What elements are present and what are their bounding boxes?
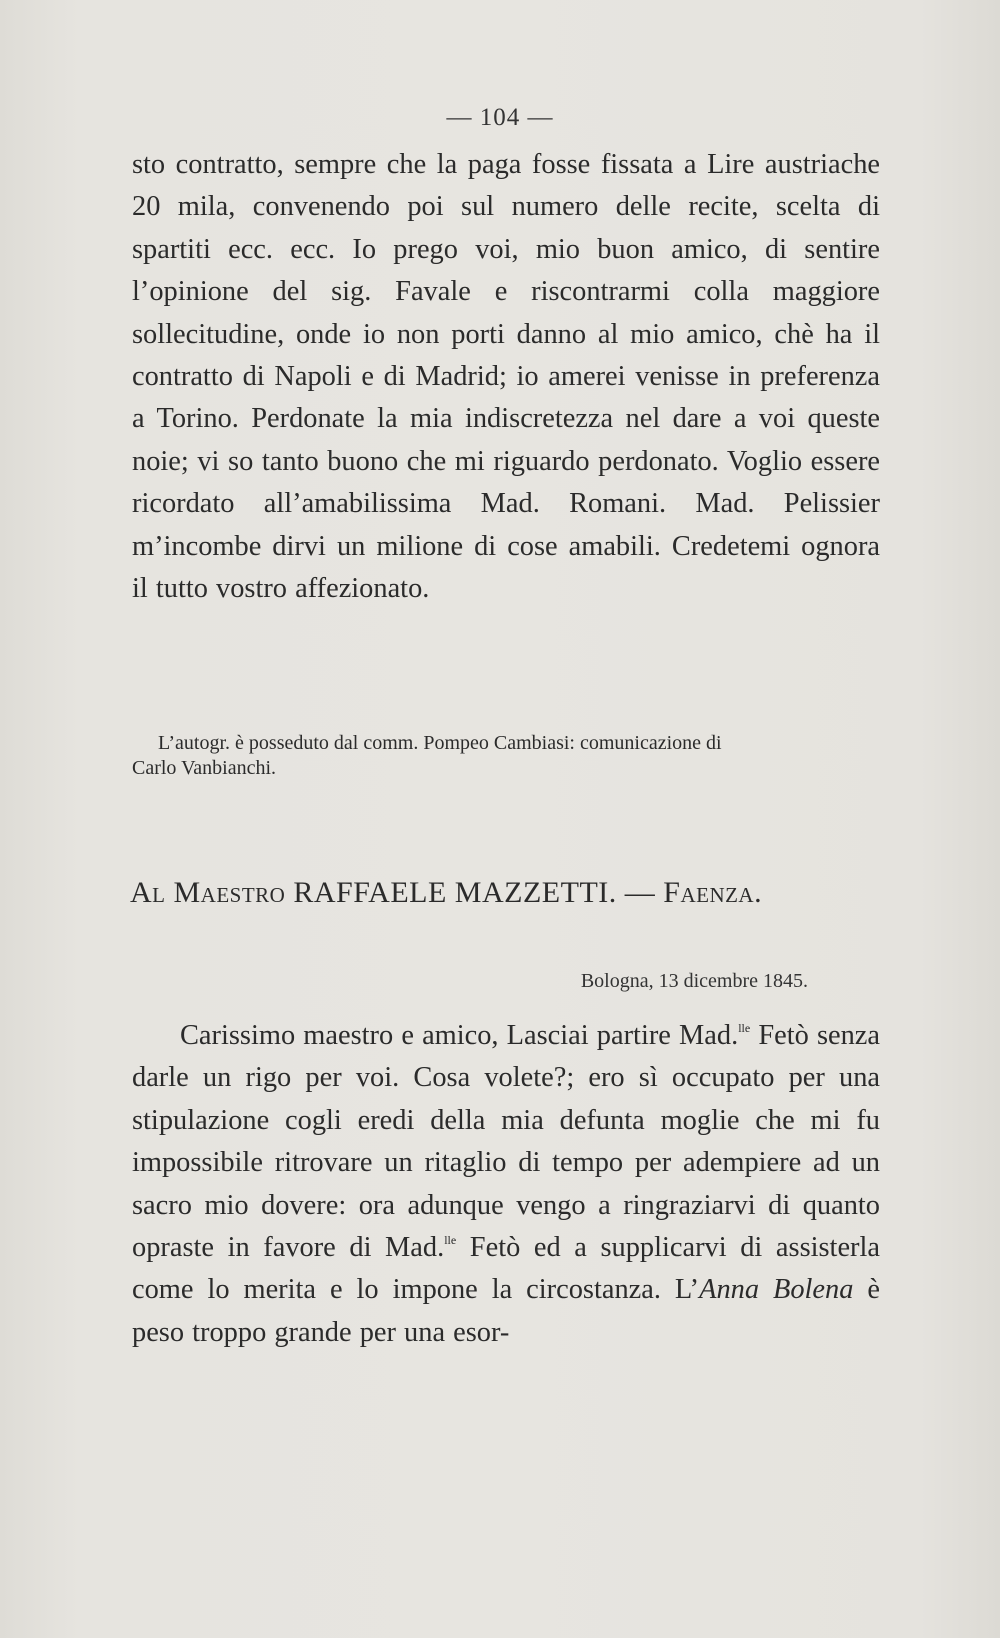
letter-heading	[130, 876, 882, 910]
superscript-2: lle	[444, 1233, 457, 1248]
body-text-4: è peso troppo grande per una esor-	[132, 1274, 880, 1348]
body-text-2: Fetò senza darle un rigo per voi. Cosa volete?; ero sì occupato per una stipulazione cogli eredi della mia defunta moglie che mi fu impossibile ritrovare un ritaglio di tempo per adempiere ad un sacro mio dovere: ora adunque vengo a ringraziarvi di quanto opraste in favore di Mad.	[132, 1020, 881, 1264]
heading-recipient: RAFFAELE MAZZETTI.	[293, 876, 617, 909]
heading-place: Faenza.	[663, 876, 763, 909]
footnote-line-2: Carlo Vanbianchi.	[132, 757, 277, 779]
footnote-line-1: L’autogr. è posseduto dal comm. Pompeo Cambiasi: comunicazione di	[158, 732, 722, 754]
page-number: — 104 —	[446, 104, 554, 131]
body-text-1: Carissimo maestro e amico, Lasciai partire Mad.	[180, 1020, 739, 1051]
source-footnote	[132, 731, 880, 781]
body-text-3: Fetò ed a supplicarvi di assisterla come lo merita e lo impone la circostanza. L’	[132, 1232, 880, 1306]
letter-dateline: Bologna, 13 dicembre 1845.	[580, 970, 808, 992]
heading-dash: —	[624, 876, 656, 909]
heading-prefix: Al Maestro	[130, 876, 286, 909]
letter-body-paragraph	[132, 1015, 880, 1354]
letter-continuation-paragraph: sto contratto, sempre che la paga fosse fissata a Lire austriache 20 mila, convenendo poi sul numero delle recite, scelta di spartiti ecc. ecc. Io prego voi, mio buon amico, di sentire l’opinione del sig. Favale e riscontrarmi colla maggiore sollecitudine, onde io non porti danno al mio amico, chè ha il contratto di Napoli e di Madrid; io amerei venisse in preferenza a Torino. Perdonate la mia indiscretezza nel dare a voi queste noie; vi so tanto buono che mi riguardo perdonato. Voglio essere ricordato all’amabilissima Mad. Romani. Mad. Pelissier m’incombe dirvi un milione di cose amabili. Credetemi ognora il tutto vostro affezionato.	[132, 149, 880, 605]
opera-title: Anna Bolena	[699, 1274, 854, 1306]
superscript-1: lle	[738, 1021, 751, 1035]
